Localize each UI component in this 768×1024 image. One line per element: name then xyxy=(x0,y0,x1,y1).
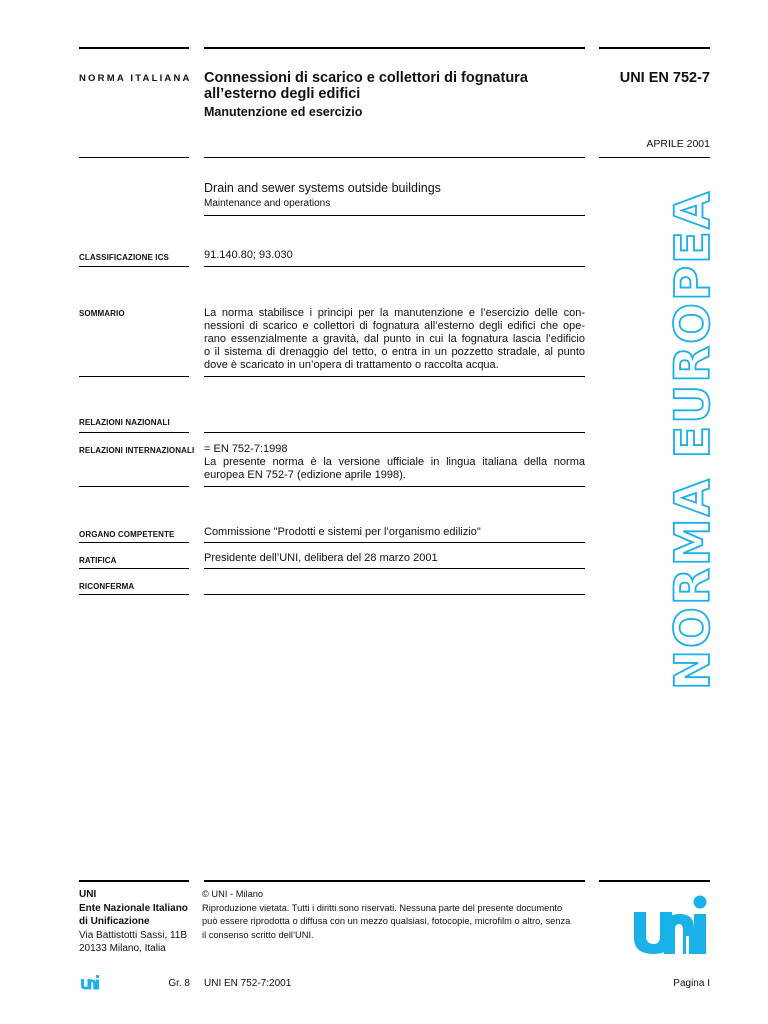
relazioni-internazionali-text xyxy=(204,443,585,482)
sommario-line: La norma stabilisce i principi per la manutenzione e l’esercizio delle con- xyxy=(204,307,585,319)
sommario-line: o il sistema di drenaggio del tetto, o entra in un pozzetto stradale, al punto xyxy=(204,346,585,358)
footer-rule-center xyxy=(204,880,585,882)
sommario-text xyxy=(204,307,585,372)
ics-value: 91.140.80; 93.030 xyxy=(204,249,293,261)
page-title xyxy=(204,70,585,102)
price-group: Gr. 8 xyxy=(168,978,190,989)
sommario-rule-left xyxy=(79,376,189,377)
sommario-line: dove è scaricato in un’opera di trattamento o raccolta acqua. xyxy=(204,359,499,371)
ics-rule-left xyxy=(79,266,189,267)
document-code-footer: UNI EN 752-7:2001 xyxy=(204,978,292,989)
organo-competente-label: ORGANO COMPETENTE xyxy=(79,530,175,539)
rel-int-line: europea EN 752-7 (edizione aprile 1998). xyxy=(204,469,406,481)
publication-date: APRILE 2001 xyxy=(646,138,710,150)
relazioni-internazionali-label: RELAZIONI INTERNAZIONALI xyxy=(79,446,195,455)
title-line-1: Connessioni di scarico e collettori di fognatura xyxy=(204,70,528,86)
standard-code: UNI EN 752-7 xyxy=(619,70,710,86)
date-rule xyxy=(599,157,710,158)
english-title: Drain and sewer systems outside buildings xyxy=(204,181,441,195)
sommario-label: SOMMARIO xyxy=(79,309,125,318)
uni-logo-large xyxy=(630,892,710,956)
copyright-line: © UNI - Milano xyxy=(202,889,264,899)
riconferma-label: RICONFERMA xyxy=(79,582,135,591)
header-rule-left xyxy=(79,47,189,49)
english-rule xyxy=(204,215,585,216)
header-rule-right xyxy=(599,47,710,49)
norma-italiana-label: NORMA ITALIANA xyxy=(79,73,192,84)
uni-logo-small xyxy=(80,974,100,990)
ratifica-rule-left xyxy=(79,568,189,569)
header-bottom-rule-left xyxy=(79,157,189,158)
footer-organization xyxy=(79,888,188,956)
ratifica-rule-center xyxy=(204,568,585,569)
riconferma-rule-left xyxy=(79,594,189,595)
footer-copyright-block xyxy=(202,888,587,942)
header-rule-center xyxy=(204,47,585,49)
rel-naz-rule-left xyxy=(79,432,189,433)
riconferma-rule-center xyxy=(204,594,585,595)
rel-int-reference: = EN 752-7:1998 xyxy=(204,443,288,455)
organo-competente-value: Commissione "Prodotti e sistemi per l’organismo edilizio" xyxy=(204,526,481,538)
sommario-rule-center xyxy=(204,376,585,377)
org-full-name-2: di Unificazione xyxy=(79,916,150,927)
page-subtitle: Manutenzione ed esercizio xyxy=(204,105,363,119)
rel-naz-rule-center xyxy=(204,432,585,433)
ratifica-label: RATIFICA xyxy=(79,556,117,565)
title-line-2: all’esterno degli edifici xyxy=(204,86,361,102)
norma-europea-vertical-banner: NORMA EUROPEA xyxy=(665,189,721,691)
page-number: Pagina I xyxy=(673,978,710,989)
org-address-1: Via Battistotti Sassi, 11B xyxy=(79,929,188,941)
rights-line: può essere riprodotta o diffusa con un mezzo qualsiasi, fotocopie, microfilm o altro, senza xyxy=(202,916,571,926)
org-full-name-1: Ente Nazionale Italiano xyxy=(79,902,188,914)
english-subtitle: Maintenance and operations xyxy=(204,198,331,209)
ratifica-value: Presidente dell’UNI, delibera del 28 marzo 2001 xyxy=(204,552,438,564)
rights-line: il consenso scritto dell’UNI. xyxy=(202,929,314,940)
footer-rule-left xyxy=(79,880,189,882)
rights-line: Riproduzione vietata. Tutti i diritti sono riservati. Nessuna parte del presente documento xyxy=(202,902,563,913)
sommario-line: nessioni di scarico e collettori di fognatura all’esterno degli edifici che ope- xyxy=(204,320,585,332)
ics-rule-center xyxy=(204,266,585,267)
org-short-name: UNI xyxy=(79,889,97,900)
ics-label: CLASSIFICAZIONE ICS xyxy=(79,253,169,262)
sommario-line: rano essenzialmente a gravità, dal punto in cui la fognatura lascia l’edificio xyxy=(204,333,585,345)
footer-rule-right xyxy=(599,880,710,882)
rel-int-rule-center xyxy=(204,486,585,487)
rel-int-line: La presente norma è la versione ufficiale in lingua italiana della norma xyxy=(204,456,585,468)
header-bottom-rule-center xyxy=(204,157,585,158)
organo-rule-left xyxy=(79,542,189,543)
rel-int-rule-left xyxy=(79,486,189,487)
relazioni-nazionali-label: RELAZIONI NAZIONALI xyxy=(79,418,170,427)
organo-rule-center xyxy=(204,542,585,543)
org-address-2: 20133 Milano, Italia xyxy=(79,943,166,954)
